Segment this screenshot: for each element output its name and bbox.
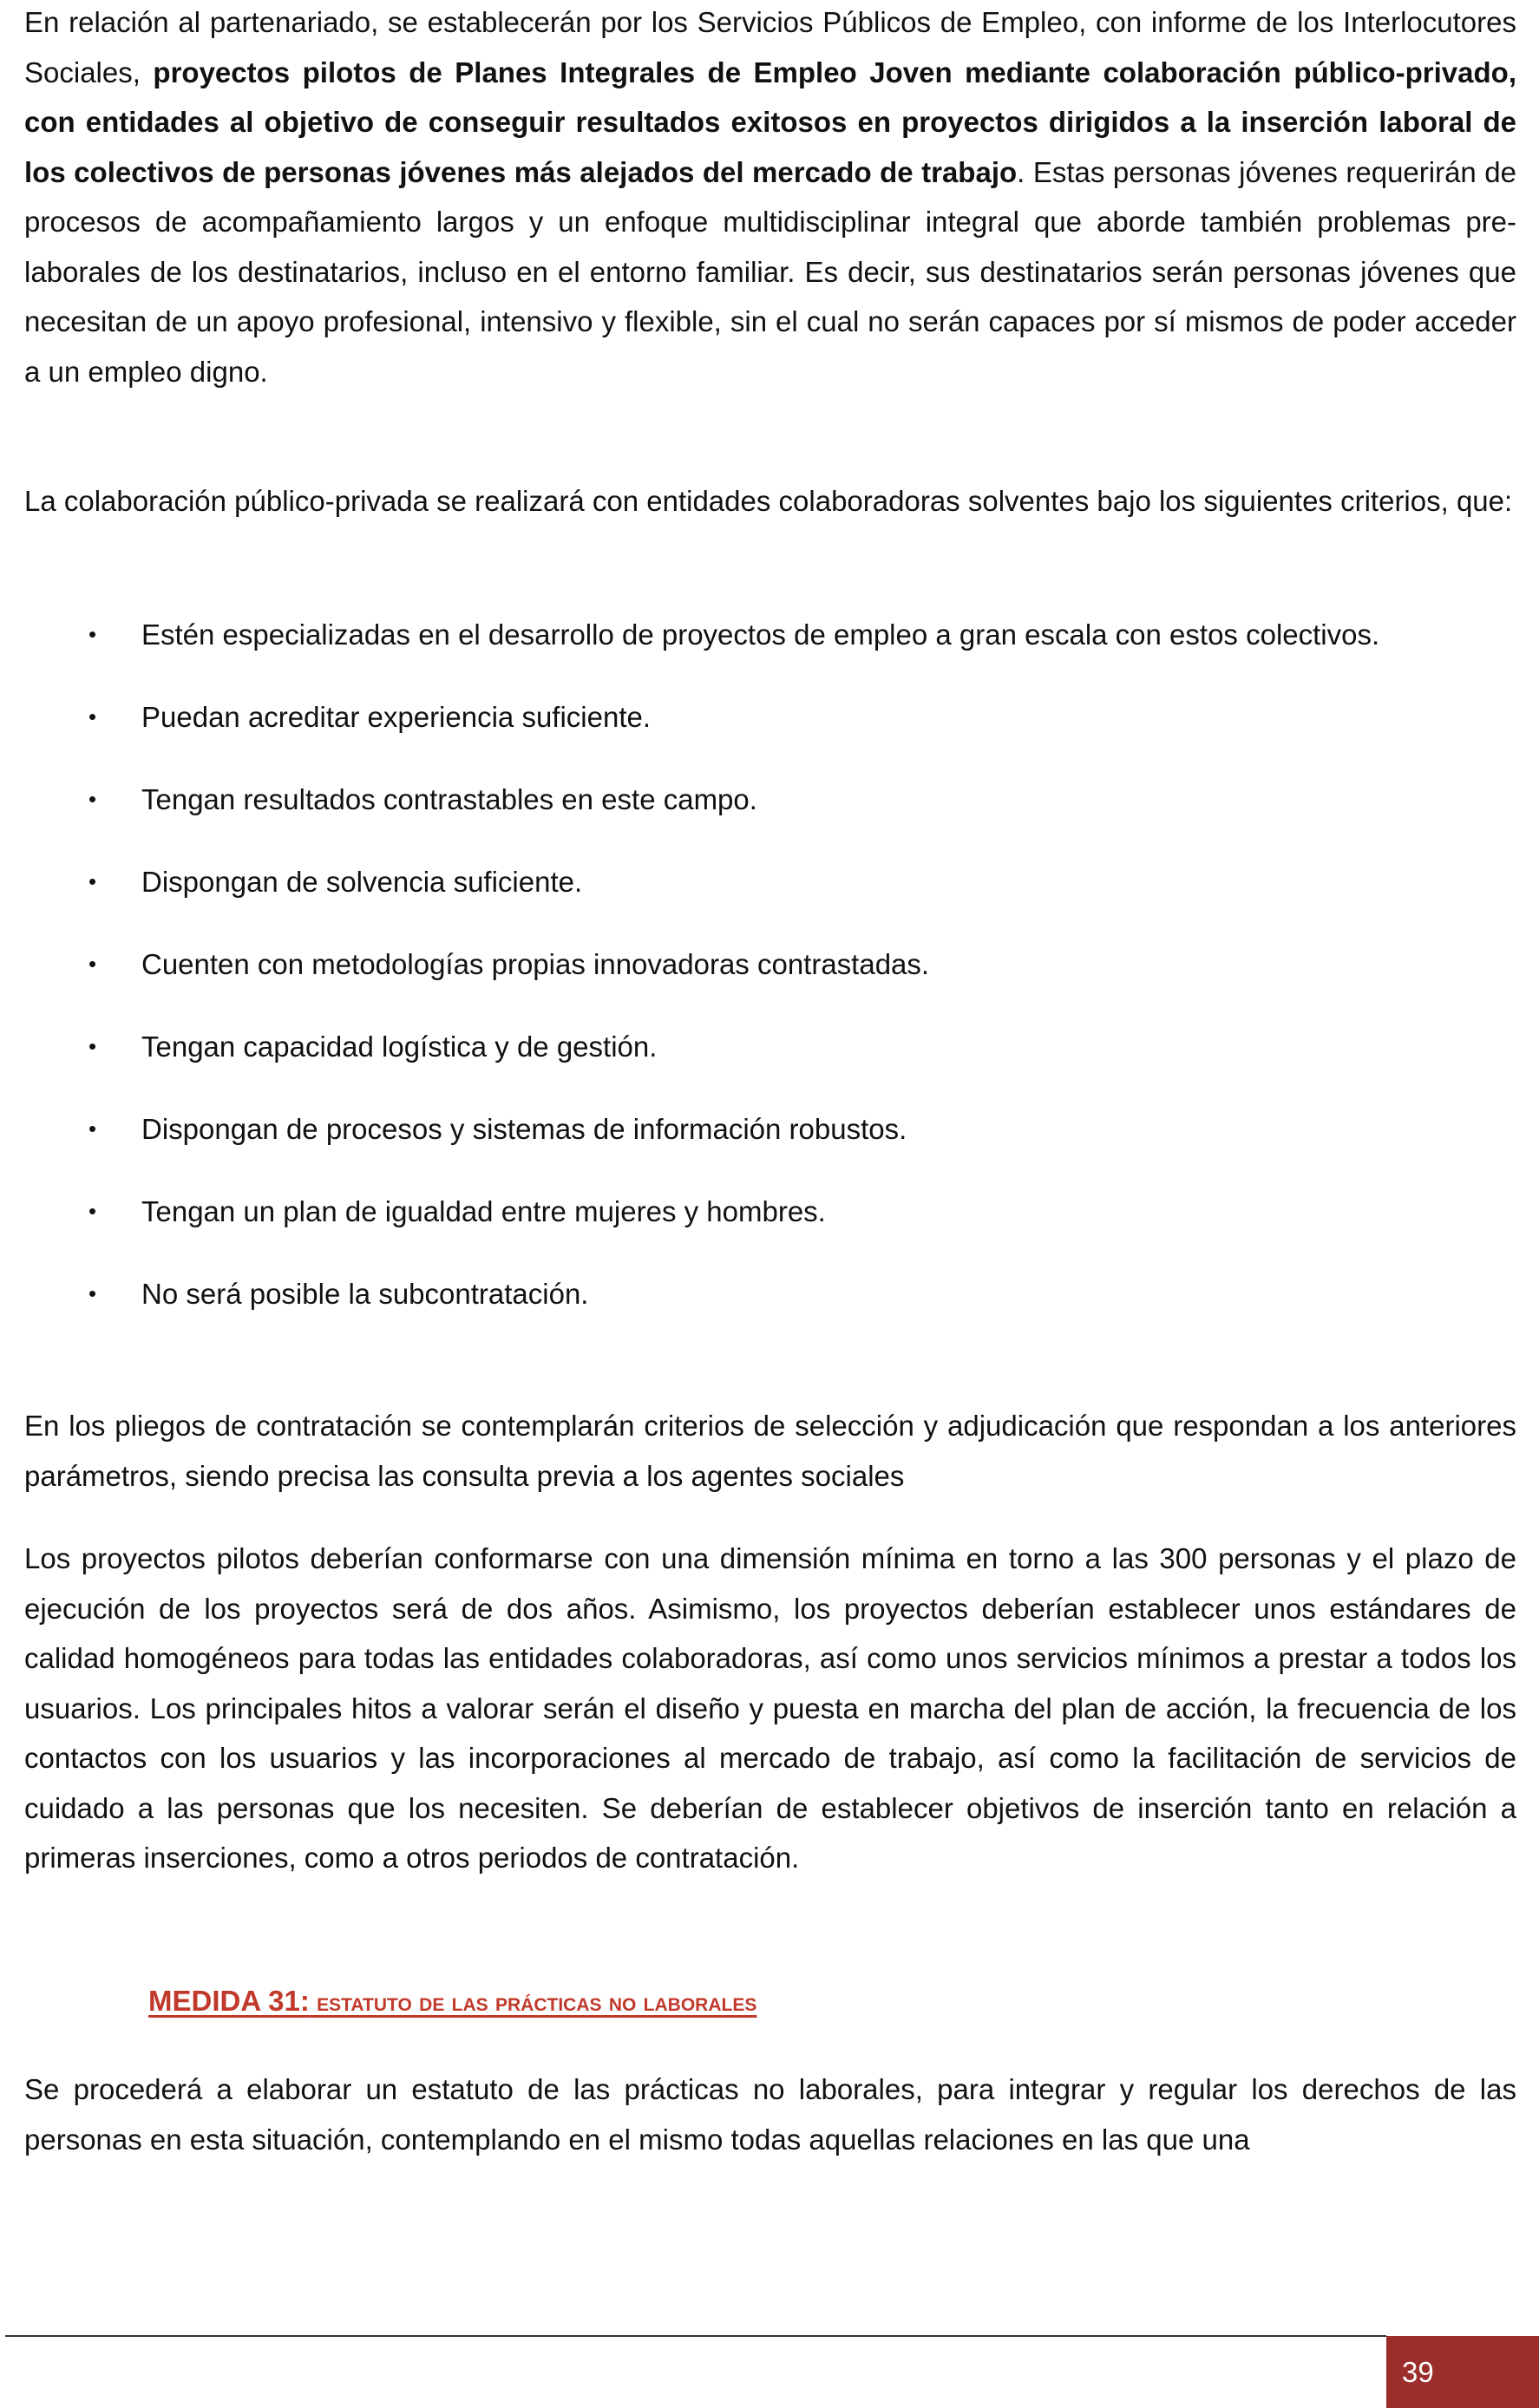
section-heading-medida-31 xyxy=(24,1976,756,2027)
list-item xyxy=(24,857,1516,907)
list-item xyxy=(24,692,1516,743)
bullet-icon: • xyxy=(88,1197,97,1224)
paragraph-proyectos-pilotos: Los proyectos pilotos deberían conformarse con una dimensión mínima en torno a las 300 personas y el plazo de ejecución de los proyectos será de dos años. Asimismo, los proyectos deberían establecer unos estándares de calidad homogéneos para todas las entidades colaboradoras, así como unos servicios mínimos a prestar a todos los usuarios. Los principales hitos a valorar serán el diseño y puesta en marcha del plan de acción, la frecuencia de los contactos con los usuarios y las incorporaciones al mercado de trabajo, así como la facilitación de servicios de cuidado a las personas que los necesiten. Se deberían de establecer objetivos de inserción tanto en relación a primeras inserciones, como a otros periodos de contratación. xyxy=(24,1542,1516,1874)
paragraph-estatuto: Se procederá a elaborar un estatuto de las prácticas no laborales, para integrar y regular los derechos de las personas en esta situación, contemplando en el mismo todas aquellas relaciones en las que una xyxy=(24,2073,1516,2156)
list-item-text: Estén especializadas en el desarrollo de proyectos de empleo a gran escala con estos colectivos. xyxy=(141,618,1380,651)
page-number: 39 xyxy=(1402,2355,1434,2388)
list-item-text: Dispongan de solvencia suficiente. xyxy=(141,865,583,898)
list-item-text: Tengan un plan de igualdad entre mujeres y hombres. xyxy=(141,1194,826,1227)
list-item xyxy=(24,1269,1516,1319)
heading-title: estatuto de las prácticas no laborales xyxy=(309,1988,757,2017)
bullet-icon: • xyxy=(88,867,97,894)
paragraph-partenariado-rest: . Estas personas jóvenes requerirán de procesos de acompañamiento largos y un enfoque multidisciplinar integral que aborde también problemas pre-laborales de los destinatarios, incluso en el entorno familiar. Es decir, sus destinatarios serán personas jóvenes que necesitan de un apoyo profesional, intensivo y flexible, sin el cual no serán capaces por sí mismos de poder acceder a un empleo digno. xyxy=(24,155,1516,388)
list-item xyxy=(24,1187,1516,1237)
bullet-icon: • xyxy=(88,1279,97,1306)
list-item xyxy=(24,1104,1516,1155)
list-item-text: Tengan capacidad logística y de gestión. xyxy=(141,1030,658,1063)
bullet-icon: • xyxy=(88,1032,97,1059)
paragraph-colaboracion: La colaboración público-privada se realizará con entidades colaboradoras solventes bajo los siguientes criterios, que: xyxy=(24,485,1513,517)
bullet-icon: • xyxy=(88,703,97,730)
list-item-text: Tengan resultados contrastables en este campo. xyxy=(141,782,757,815)
page-number-box xyxy=(1386,2336,1539,2408)
bullet-icon: • xyxy=(88,950,97,977)
paragraph-partenariado xyxy=(24,0,1516,396)
list-item xyxy=(24,610,1516,660)
list-item xyxy=(24,775,1516,825)
bullet-icon: • xyxy=(88,1115,97,1142)
paragraph-partenariado-intro: En relación al partenariado, se establecerán por los Servicios Públicos de Empleo, con informe de los Interlocutores Sociales, xyxy=(24,6,1516,88)
bullet-icon: • xyxy=(88,621,97,647)
heading-number: MEDIDA 31: xyxy=(148,1985,310,2017)
paragraph-partenariado-bold: proyectos pilotos de Planes Integrales de Empleo Joven mediante colaboración público-privado, con entidades al objetivo de conseguir resultados exitosos en proyectos dirigidos a la inserción laboral de los colectivos de personas jóvenes más alejados del mercado de trabajo xyxy=(24,56,1516,188)
criteria-list xyxy=(24,610,1516,1319)
list-item-text: Puedan acreditar experiencia suficiente. xyxy=(141,700,652,733)
paragraph-pliegos: En los pliegos de contratación se contemplarán criterios de selección y adjudicación que respondan a los anteriores parámetros, siendo precisa las consulta previa a los agentes sociales xyxy=(24,1410,1516,1492)
list-item-text: No será posible la subcontratación. xyxy=(141,1277,589,1310)
list-item-text: Dispongan de procesos y sistemas de información robustos. xyxy=(141,1112,907,1145)
footer-divider xyxy=(5,2335,1386,2337)
bullet-icon: • xyxy=(88,785,97,812)
list-item xyxy=(24,939,1516,990)
list-item-text: Cuenten con metodologías propias innovadoras contrastadas. xyxy=(141,947,930,980)
list-item xyxy=(24,1022,1516,1072)
